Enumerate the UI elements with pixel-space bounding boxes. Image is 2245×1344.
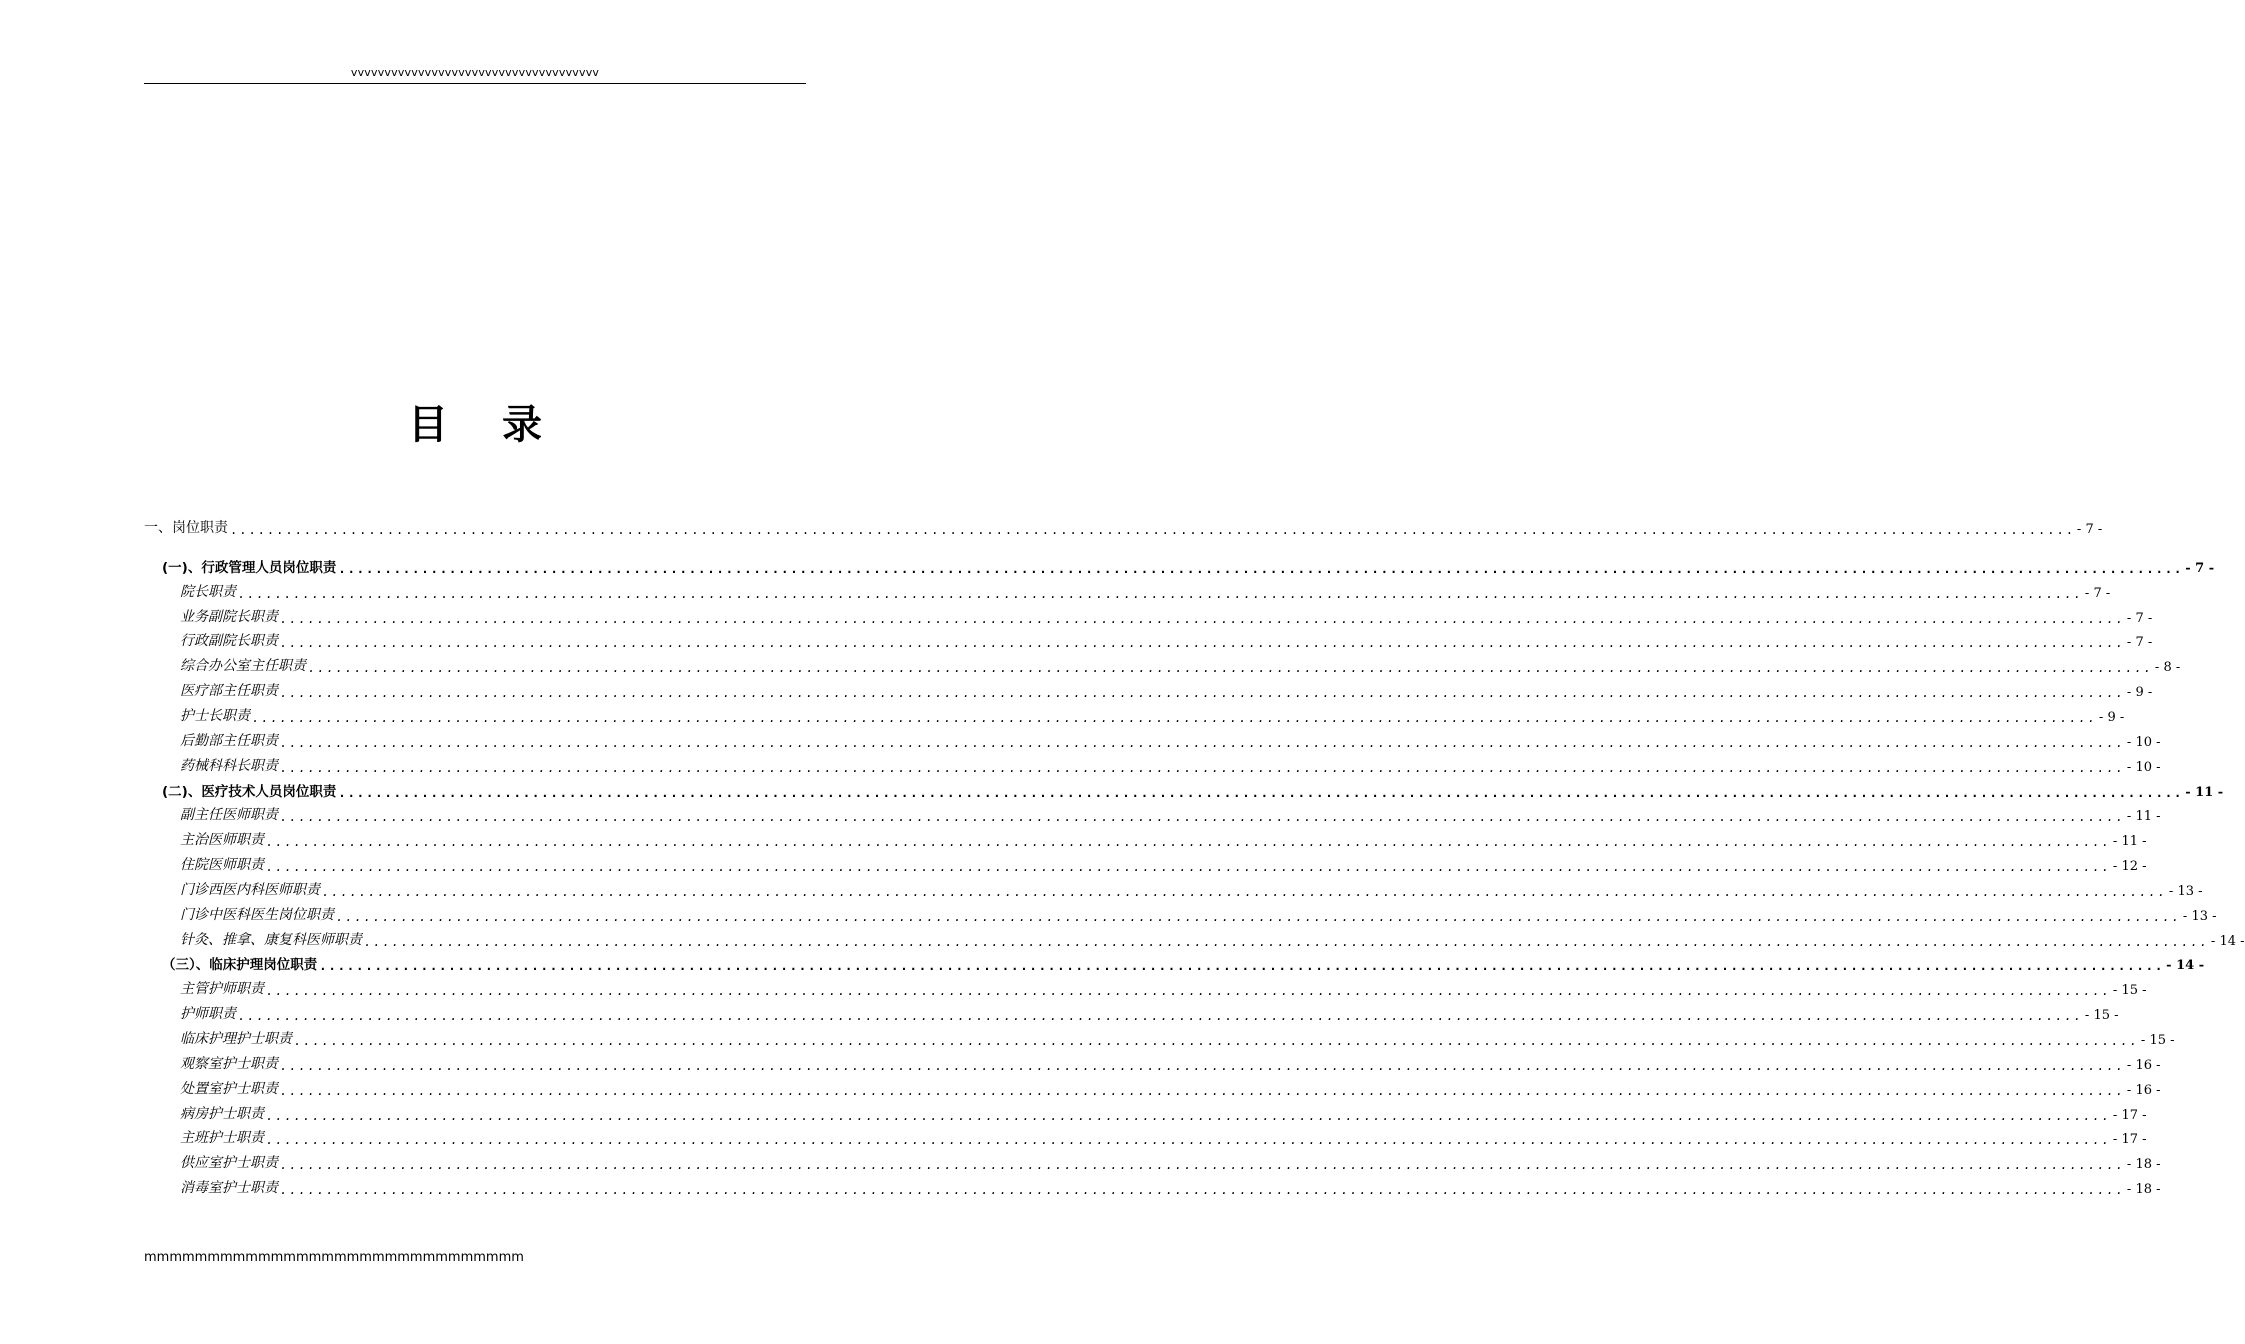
toc-dot-leader: ........................................................................................................................................................................................................ [266, 984, 2111, 998]
toc-entry-page: - 15 - [2112, 983, 2147, 998]
toc-entry-label: 住院医师职责 [180, 857, 264, 873]
toc-dot-leader: ........................................................................................................................................................................................................ [238, 1009, 2083, 1023]
toc-entry-page: - 14 - [2166, 958, 2205, 973]
footer-text: mmmmmmmmmmmmmmmmmmmmmmmmmmmmmm [144, 1250, 524, 1265]
toc-entry[interactable] [180, 604, 2153, 626]
toc-entry[interactable] [180, 628, 2153, 650]
toc-entry-label: （三）、临床护理岗位职责 [162, 957, 318, 973]
toc-entry-page: - 12 - [2112, 859, 2147, 874]
toc-dot-leader: ........................................................................................................................................................................................................ [280, 1158, 2125, 1172]
toc-entry-page: - 17 - [2112, 1132, 2147, 1147]
toc-dot-leader: ........................................................................................................................................................................................................ [322, 885, 2167, 899]
toc-dot-leader: ........................................................................................................................................................................................................ [238, 587, 2083, 601]
toc-entry-label: 供应室护士职责 [180, 1155, 278, 1171]
toc-dot-leader: ........................................................................................................................................................................................................ [266, 860, 2111, 874]
toc-entry-label: (二)、医疗技术人员岗位职责 [162, 784, 337, 800]
toc-entry[interactable] [180, 902, 2217, 924]
toc-dot-leader: ........................................................................................................................................................................................................ [266, 1133, 2111, 1147]
toc-entry-page: - 18 - [2126, 1182, 2161, 1197]
toc-dot-leader: ........................................................................................................................................................................................................ [280, 761, 2125, 775]
toc-entry[interactable] [162, 951, 2205, 973]
toc-entry-page: - 16 - [2126, 1083, 2161, 1098]
toc-dot-leader: ........................................................................................................................................................................................................ [294, 1034, 2139, 1048]
toc-entry[interactable] [180, 1026, 2175, 1048]
toc-entry-page: - 16 - [2126, 1058, 2161, 1073]
toc-entry-page: - 10 - [2126, 735, 2161, 750]
toc-entry[interactable] [180, 852, 2147, 874]
toc-entry-label: 病房护士职责 [180, 1106, 264, 1122]
toc-entry-label: 院长职责 [180, 584, 236, 600]
toc-entry-label: 消毒室护士职责 [180, 1180, 278, 1196]
toc-entry[interactable] [180, 703, 2125, 725]
toc-entry-label: 医疗部主任职责 [180, 683, 278, 699]
header-text: vvvvvvvvvvvvvvvvvvvvvvvvvvvvvvvvvvvvv [350, 66, 600, 79]
toc-dot-leader: ........................................................................................................................................................................................................ [280, 686, 2125, 700]
toc-dot-leader: ........................................................................................................................................................................................................ [336, 910, 2181, 924]
toc-entry[interactable] [162, 778, 2224, 800]
toc-entry-page: - 7 - [2076, 522, 2103, 537]
toc-dot-leader: ........................................................................................................................................................................................................ [280, 636, 2125, 650]
header-divider [144, 83, 806, 84]
toc-entry-label: 一、岗位职责 [144, 520, 228, 536]
toc-entry-page: - 11 - [2112, 834, 2147, 849]
toc-entry-page: - 11 - [2185, 785, 2224, 800]
toc-entry-label: 处置室护士职责 [180, 1081, 278, 1097]
toc-dot-leader: ........................................................................................................................................................................................................ [338, 786, 2184, 800]
toc-dot-leader: ........................................................................................................................................................................................................ [230, 523, 2075, 537]
toc-dot-leader: ........................................................................................................................................................................................................ [280, 1183, 2125, 1197]
toc-dot-leader: ........................................................................................................................................................................................................ [252, 711, 2097, 725]
toc-entry-label: 临床护理护士职责 [180, 1031, 292, 1047]
toc-entry[interactable] [180, 579, 2111, 601]
toc-entry[interactable] [180, 728, 2161, 750]
toc-dot-leader: ........................................................................................................................................................................................................ [280, 1059, 2125, 1073]
toc-entry[interactable] [162, 554, 2215, 576]
toc-dot-leader: ........................................................................................................................................................................................................ [280, 612, 2125, 626]
toc-entry-label: 副主任医师职责 [180, 807, 278, 823]
toc-entry-label: 业务副院长职责 [180, 609, 278, 625]
toc-entry-label: 护师职责 [180, 1006, 236, 1022]
toc-entry[interactable] [180, 827, 2147, 849]
toc-entry-page: - 11 - [2126, 809, 2161, 824]
toc-dot-leader: ........................................................................................................................................................................................................ [319, 959, 2165, 973]
toc-entry[interactable] [180, 976, 2147, 998]
toc-entry-page: - 7 - [2084, 586, 2111, 601]
toc-dot-leader: ........................................................................................................................................................................................................ [308, 661, 2153, 675]
toc-dot-leader: ........................................................................................................................................................................................................ [280, 810, 2125, 824]
toc-dot-leader: ........................................................................................................................................................................................................ [280, 1084, 2125, 1098]
toc-dot-leader: ........................................................................................................................................................................................................ [364, 935, 2209, 949]
toc-entry-label: 后勤部主任职责 [180, 733, 278, 749]
toc-entry[interactable] [180, 877, 2203, 899]
toc-entry-label: 门诊西医内科医师职责 [180, 882, 320, 898]
toc-entry-label: 主班护士职责 [180, 1130, 264, 1146]
toc-dot-leader: ........................................................................................................................................................................................................ [266, 1109, 2111, 1123]
toc-entry-page: - 10 - [2126, 760, 2161, 775]
toc-entry-label: 观察室护士职责 [180, 1056, 278, 1072]
toc-entry[interactable] [180, 1076, 2161, 1098]
toc-entry-label: 护士长职责 [180, 708, 250, 724]
toc-entry[interactable] [180, 1001, 2119, 1023]
toc-entry-page: - 7 - [2126, 611, 2153, 626]
toc-entry-label: 行政副院长职责 [180, 633, 278, 649]
toc-entry[interactable] [180, 1175, 2161, 1197]
toc-entry-label: 门诊中医科医生岗位职责 [180, 907, 334, 923]
toc-entry-page: - 7 - [2185, 561, 2215, 576]
toc-entry-page: - 9 - [2126, 685, 2153, 700]
toc-entry-page: - 8 - [2154, 660, 2181, 675]
toc-dot-leader: ........................................................................................................................................................................................................ [280, 736, 2125, 750]
toc-entry[interactable] [180, 1150, 2161, 1172]
toc-dot-leader: ........................................................................................................................................................................................................ [338, 562, 2184, 576]
toc-entry[interactable] [180, 1101, 2147, 1123]
toc-entry-page: - 15 - [2140, 1033, 2175, 1048]
toc-entry-page: - 18 - [2126, 1157, 2161, 1172]
toc-entry[interactable] [180, 678, 2153, 700]
toc-entry-page: - 14 - [2210, 934, 2245, 949]
toc-entry-page: - 7 - [2126, 635, 2153, 650]
toc-entry[interactable] [144, 515, 2103, 537]
toc-entry-label: (一)、行政管理人员岗位职责 [162, 560, 337, 576]
toc-entry-page: - 13 - [2182, 909, 2217, 924]
toc-entry-label: 药械科科长职责 [180, 758, 278, 774]
page-title: 目 录 [408, 401, 562, 448]
toc-entry[interactable] [180, 1125, 2147, 1147]
toc-entry[interactable] [180, 1051, 2161, 1073]
toc-entry-page: - 15 - [2084, 1008, 2119, 1023]
toc-entry-label: 针灸、推拿、康复科医师职责 [180, 932, 362, 948]
toc-entry[interactable] [180, 927, 2245, 949]
toc-entry[interactable] [180, 802, 2161, 824]
toc-entry-label: 综合办公室主任职责 [180, 658, 306, 674]
toc-entry[interactable] [180, 753, 2161, 775]
toc-entry[interactable] [180, 653, 2181, 675]
toc-entry-label: 主管护师职责 [180, 981, 264, 997]
toc-entry-page: - 17 - [2112, 1108, 2147, 1123]
toc-entry-page: - 13 - [2168, 884, 2203, 899]
toc-dot-leader: ........................................................................................................................................................................................................ [266, 835, 2111, 849]
toc-entry-label: 主治医师职责 [180, 832, 264, 848]
toc-entry-page: - 9 - [2098, 710, 2125, 725]
